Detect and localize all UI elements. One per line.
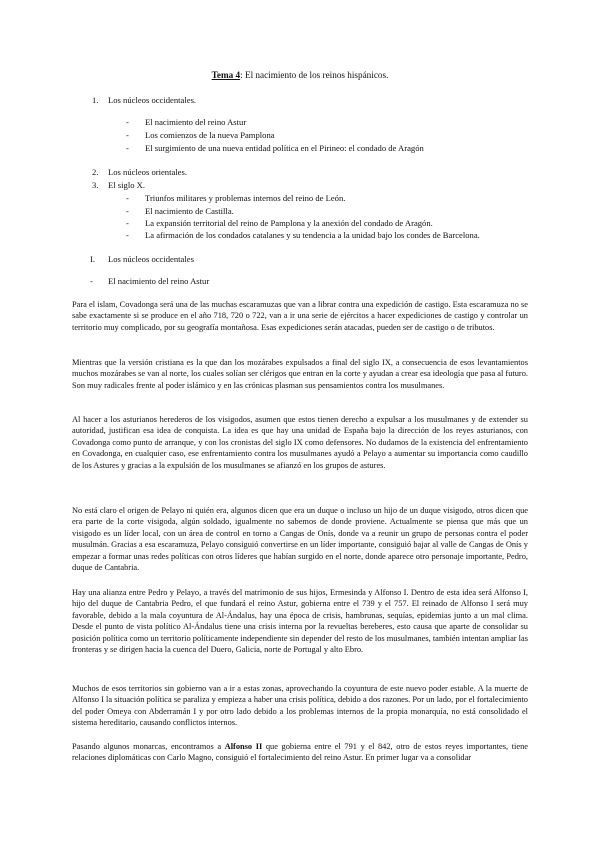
outline-item: Los núcleos occidentales.: [108, 95, 197, 105]
sub-item: Triunfos militares y problemas internos del reino de León.: [145, 193, 346, 203]
bullet-dash: -: [126, 193, 129, 203]
bullet-dash: -: [126, 218, 129, 228]
paragraph-text: que gobierna entre el 791 y el 842, otro de estos reyes importantes, tiene relaciones diplomáticas con Carlo Magno, consiguió el fortalecimiento del reino Astur. En primer lugar va a consolidar: [72, 742, 528, 763]
sub-item: La afirmación de los condados catalanes y su tendencia a la unidad bajo los condes de Barcelona.: [145, 230, 480, 240]
outline-item: El siglo X.: [108, 180, 146, 190]
body-paragraph: No está claro el origen de Pelayo ni quién era, algunos dicen que era un duque o incluso un hijo de un duque visigodo, otros dicen que era parte de la corte visigoda, algún soldado, igualmente no sabemos de donde proviene. Actualmente se piensa que más que un visigodo es un líder local, con un área de control en torno a Cangas de Onís, donde va a reunir un grupo de personas contra el poder musulmán. Gracias a esa escaramuza, Pelayo consiguió convertirse en un líder importante, consiguió bajar al valle de Cangas de Onís y empezar a formar unas redes políticas con otros líderes que habían surgido en el norte, donde aparece otro personaje importante, Pedro, duque de Cantabria.: [72, 506, 528, 573]
section-number: I.: [90, 254, 96, 264]
outline-item: Los núcleos orientales.: [108, 167, 187, 177]
paragraph-bold-text: Alfonso II: [224, 742, 263, 751]
sub-item: Los comienzos de la nueva Pamplona: [145, 130, 275, 140]
outline-number: 3.: [92, 180, 99, 190]
document-title: [0, 70, 600, 80]
bullet-dash: -: [126, 206, 129, 216]
body-paragraph: [72, 741, 528, 764]
outline-number: 1.: [92, 95, 99, 105]
body-paragraph: Hay una alianza entre Pedro y Pelayo, a través del matrimonio de sus hijos, Ermesinda y Alfonso I. Dentro de esta idea será Alfonso I, hijo del duque de Cantabria Pedro, el que fundará el reino Astur, gobierna entre el 739 y el 757. El reinado de Alfonso I será muy favorable, debido a la mala coyuntura de Al-Ándalus, hay una época de crisis, hambrunas, sequías, epidemias junto a un mal clima. Desde el punto de vista político Al-Ándalus tiene una crisis interna por la revueltas bereberes, esto causa que aparte de consolidar su posición política como un territorio políticamente independiente sin depender del resto de los musulmanes, también intentan ampliar las fronteras y se dirigen hacia la cuenca del Duero, Galicia, norte de Portugal y alto Ebro.: [72, 588, 528, 655]
paragraph-text: Pasando algunos monarcas, encontramos a: [72, 742, 225, 751]
sub-item: La expansión territorial del reino de Pamplona y la anexión del condado de Aragón.: [145, 218, 433, 228]
outline-number: 2.: [92, 167, 99, 177]
sub-item: El nacimiento del reino Astur: [145, 117, 247, 127]
sub-item: El nacimiento de Castilla.: [145, 206, 234, 216]
body-paragraph: Mientras que la versión cristiana es la que dan los mozárabes expulsados a final del siglo IX, a consecuencia de esos levantamientos muchos mozárabes se van al norte, los cuales solían ser clérigos que entran en la corte y ayudan a crear esa ideología que pasa al futuro. Son muy radicales frente al poder islámico y en las crónicas plasman sus pensamientos contra los musulmanes.: [72, 358, 528, 390]
body-paragraph: Al hacer a los asturianos herederos de los visigodos, asumen que estos tienen derecho a expulsar a los musulmanes y de extender su autoridad, justifican esa idea de conquista. La idea es que hay una unidad de España bajo la dirección de los reyes asturianos, con Covadonga como punto de arranque, y con los cronistas del siglo IX como defensores. No dudamos de la existencia del enfrentamiento en Covadonga, en cualquier caso, ese enfrentamiento contra los musulmanes ayudó a Pelayo a aumentar su importancia como caudillo de los Astures y gracias a la expulsión de los musulmanes se afianzó en los grupos de astures.: [72, 415, 528, 470]
body-paragraph: Muchos de esos territorios sin gobierno van a ir a estas zonas, aprovechando la coyuntura de este nuevo poder estable. A la muerte de Alfonso I la situación política se paraliza y empieza a haber una crisis política, debido a dos razones. Por un lado, por el fortalecimiento del poder Omeya con Abderramán I y por otro lado debido a los problemas internos de la propia monarquía, no está consolidado el sistema hereditario, causando conflictos internos.: [72, 684, 528, 728]
bullet-dash: -: [126, 230, 129, 240]
section-heading: Los núcleos occidentales: [108, 254, 194, 264]
sub-item: El surgimiento de una nueva entidad política en el Pirineo: el condado de Aragón: [145, 143, 424, 153]
subsection-heading: El nacimiento del reino Astur: [108, 276, 210, 286]
title-text: : El nacimiento de los reinos hispánicos.: [240, 70, 389, 80]
title-label: Tema 4: [211, 70, 241, 80]
body-paragraph: Para el islam, Covadonga será una de las muchas escaramuzas que van a librar contra una expedición de castigo. Esta escaramuza no se sabe exactamente si se produce en el año 718, 720 o 722, van a ir una serie de ejércitos a hacer expediciones de castigo y controlar un territorio muy complicado, por su geografía montañosa. Esas expediciones serán atacadas, pueden ser de castigo o de tributos.: [72, 300, 528, 332]
bullet-dash: -: [126, 143, 129, 153]
bullet-dash: -: [126, 130, 129, 140]
subsection-dash: -: [90, 276, 93, 286]
bullet-dash: -: [126, 117, 129, 127]
